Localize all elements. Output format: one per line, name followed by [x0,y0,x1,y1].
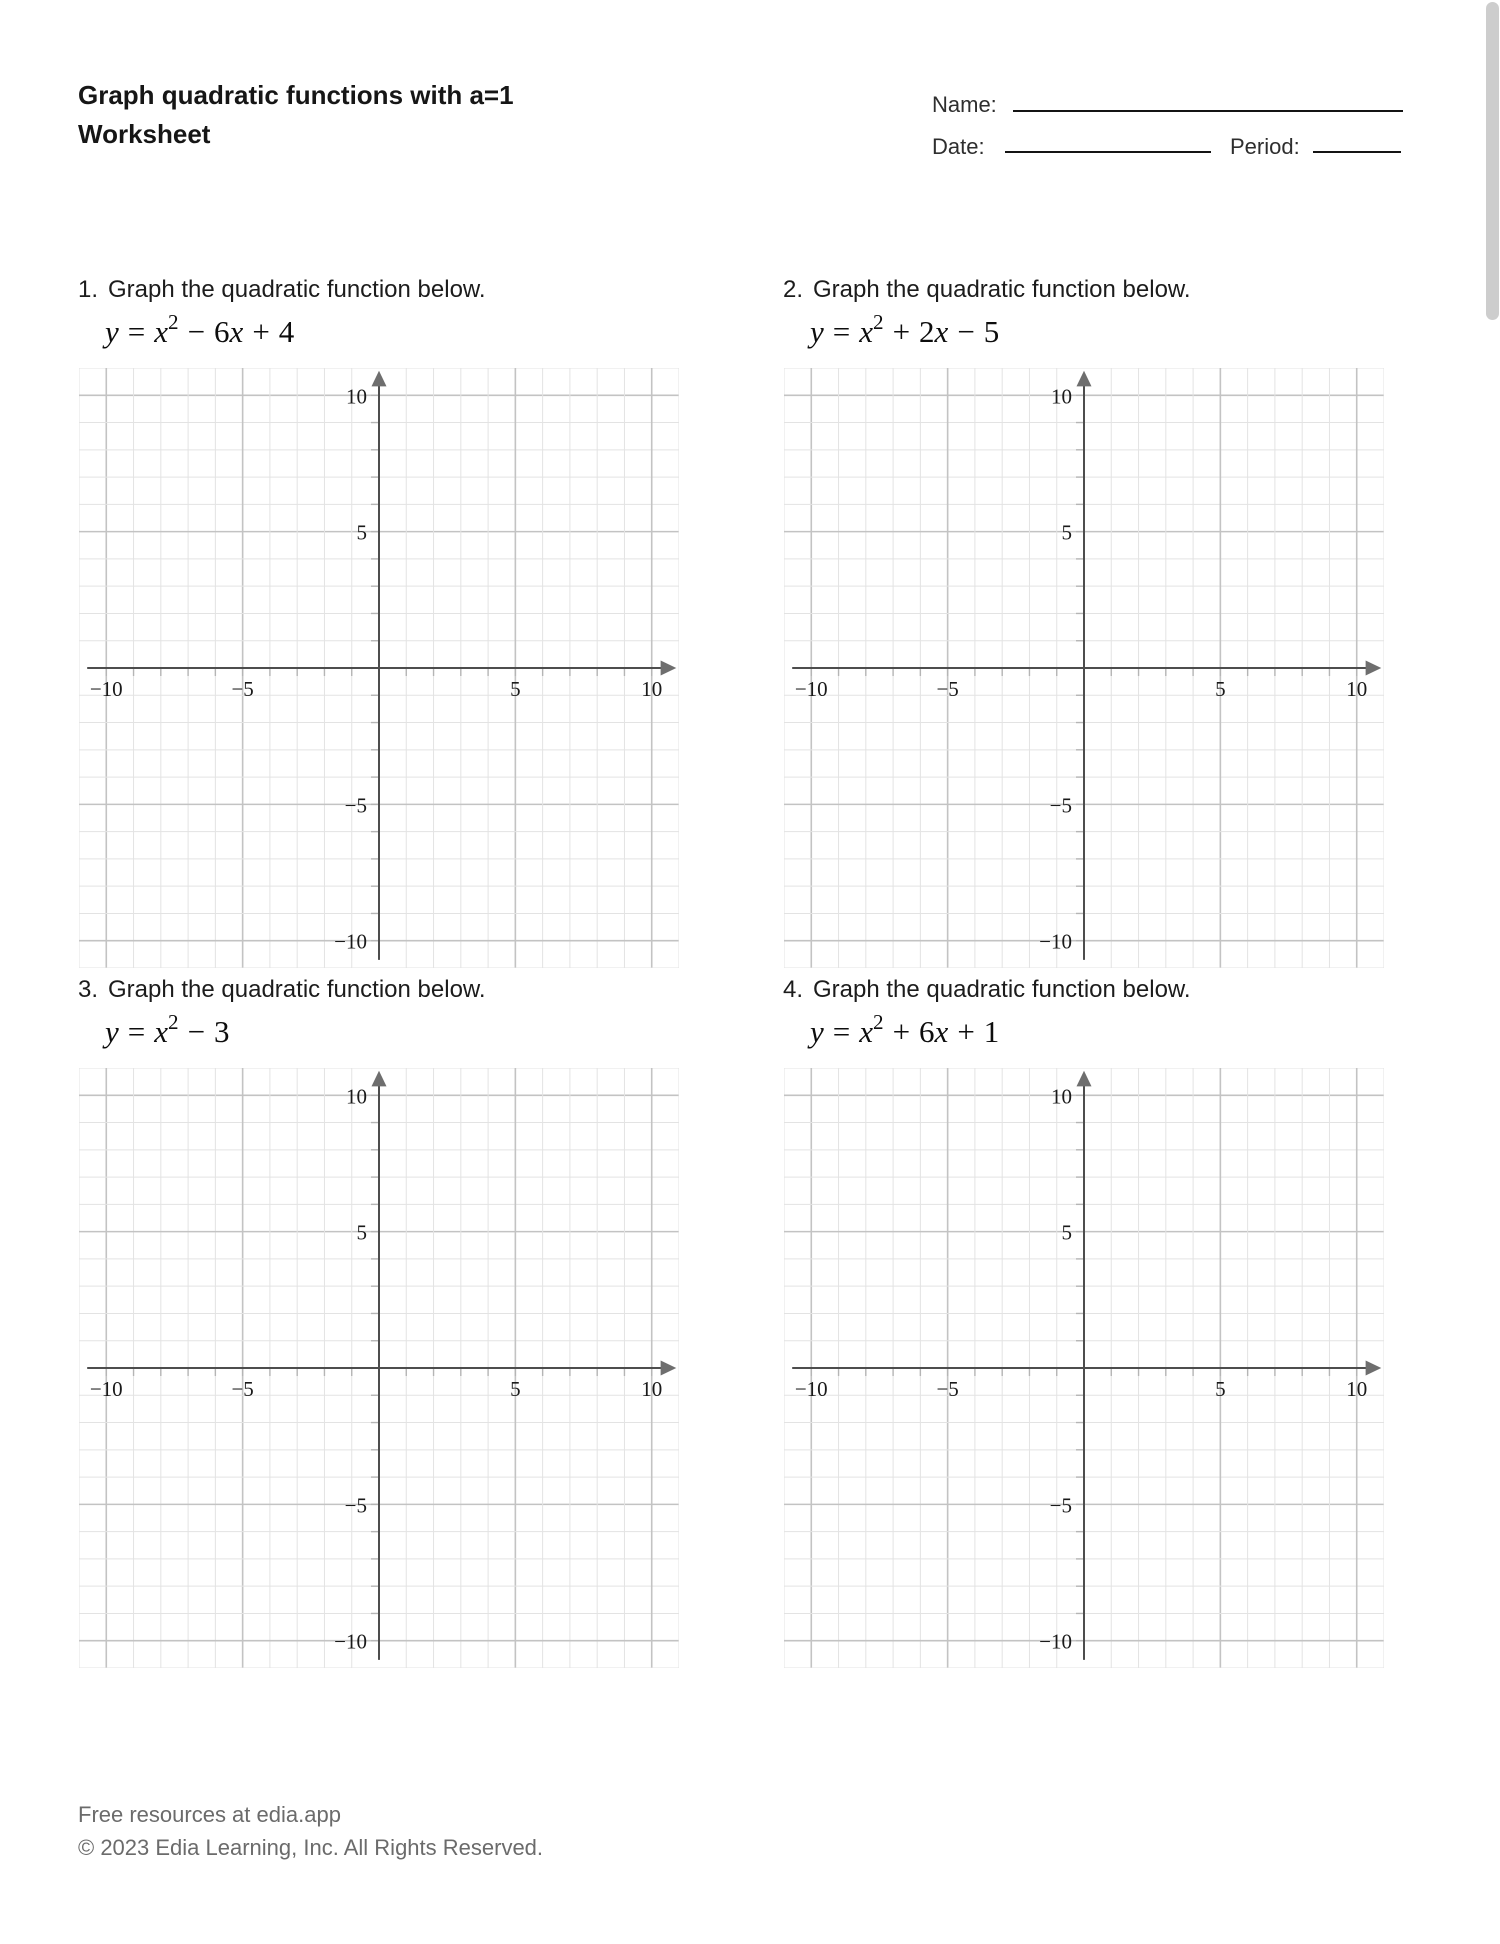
coordinate-grid-svg [784,1068,1384,1668]
y-tick-label: 10 [346,1084,367,1109]
quadratic-equation [105,1009,230,1050]
problem-block-3 [78,976,718,1682]
equation-op: + [892,1014,911,1049]
problem-prompt [783,976,1191,1004]
problem-prompt-text: Graph the quadratic function below. [813,976,1191,1003]
y-tick-label: 5 [1061,1220,1072,1245]
x-tick-label: 5 [510,677,521,701]
y-tick-label: −10 [334,929,367,954]
problem-number: 1. [78,276,99,303]
y-tick-label: −5 [344,793,367,818]
y-tick-label: 5 [1061,520,1072,545]
equation-op: = [127,314,146,349]
problem-block-2 [783,276,1423,982]
problem-prompt-text: Graph the quadratic function below. [813,276,1191,303]
equation-var: y [810,314,824,349]
coordinate-grid [784,368,1384,968]
y-tick-label: 10 [1051,384,1072,409]
problem-number: 2. [783,276,804,303]
x-tick-label: −10 [794,677,828,701]
equation-op: = [832,314,851,349]
coordinate-grid-svg [784,368,1384,968]
problem-block-1 [78,276,718,982]
equation-op: − [187,314,206,349]
coordinate-grid [79,1068,679,1668]
x-tick-label: −5 [936,1377,959,1401]
x-tick-label: 10 [1346,1377,1368,1401]
problem-prompt-text: Graph the quadratic function below. [108,976,486,1003]
quadratic-equation [105,309,295,350]
equation-op: = [832,1014,851,1049]
x-tick-label: 10 [641,1377,663,1401]
equation-exponent: 2 [168,309,179,334]
x-tick-label: −10 [794,1377,828,1401]
equation-exponent: 2 [873,1009,884,1034]
equation-var: x [154,314,169,349]
name-blank-line [1013,110,1403,112]
x-tick-label: −10 [89,1377,123,1401]
y-tick-label: 10 [346,384,367,409]
page-footer [78,1798,543,1864]
equation-op: + [957,1014,975,1049]
equation-var: x [859,314,874,349]
date-blank-line [1005,151,1211,153]
worksheet-title-line2: Worksheet [78,119,211,149]
worksheet-title [78,76,514,154]
coordinate-grid-svg [79,1068,679,1668]
quadratic-equation [810,1009,1000,1050]
y-tick-label: −10 [334,1629,367,1654]
x-tick-label: 10 [641,677,663,701]
x-tick-label: −5 [936,677,959,701]
equation-var: x [934,1014,949,1049]
x-tick-label: −10 [89,677,123,701]
equation-var: x [154,1014,169,1049]
x-tick-label: 5 [1215,1377,1226,1401]
coordinate-grid [784,1068,1384,1668]
y-tick-label: 10 [1051,1084,1072,1109]
coordinate-grid [79,368,679,968]
problem-number: 4. [783,976,804,1003]
period-blank-line [1313,151,1401,153]
x-tick-label: 5 [510,1377,521,1401]
equation-num: 2 [919,314,935,349]
x-tick-label: −5 [231,1377,254,1401]
name-label: Name: [932,92,997,117]
y-tick-label: −10 [1039,1629,1072,1654]
x-tick-label: 5 [1215,677,1226,701]
equation-num: 1 [983,1014,1000,1049]
equation-var: y [105,1014,119,1049]
problem-prompt [783,276,1191,304]
y-tick-label: 5 [356,520,367,545]
problem-number: 3. [78,976,99,1003]
date-label: Date: [932,134,985,159]
equation-op: − [957,314,975,349]
problem-block-4 [783,976,1423,1682]
equation-num: 6 [919,1014,935,1049]
x-tick-label: 10 [1346,677,1368,701]
problem-prompt [78,276,486,304]
coordinate-grid-svg [79,368,679,968]
equation-num: 5 [983,314,1000,349]
footer-resources-text: Free resources at edia.app [78,1802,341,1827]
footer-copyright-text: © 2023 Edia Learning, Inc. All Rights Reserved. [78,1835,544,1860]
quadratic-equation [810,309,1000,350]
equation-var: x [229,314,244,349]
equation-var: x [859,1014,874,1049]
equation-exponent: 2 [168,1009,179,1034]
equation-var: x [934,314,949,349]
x-tick-label: −5 [231,677,254,701]
equation-op: + [892,314,911,349]
y-tick-label: 5 [356,1220,367,1245]
worksheet-title-line1: Graph quadratic functions with a=1 [78,80,514,110]
problem-prompt [78,976,486,1004]
equation-num: 4 [278,314,295,349]
y-tick-label: −10 [1039,929,1072,954]
period-label: Period: [1230,134,1300,159]
y-tick-label: −5 [1049,793,1072,818]
equation-num: 3 [214,1014,230,1049]
scrollbar-thumb[interactable] [1486,2,1499,320]
problem-prompt-text: Graph the quadratic function below. [108,276,486,303]
y-tick-label: −5 [1049,1493,1072,1518]
equation-var: y [810,1014,824,1049]
equation-op: − [187,1014,206,1049]
equation-var: y [105,314,119,349]
equation-op: = [127,1014,146,1049]
y-tick-label: −5 [344,1493,367,1518]
equation-num: 6 [214,314,230,349]
equation-exponent: 2 [873,309,884,334]
equation-op: + [252,314,270,349]
